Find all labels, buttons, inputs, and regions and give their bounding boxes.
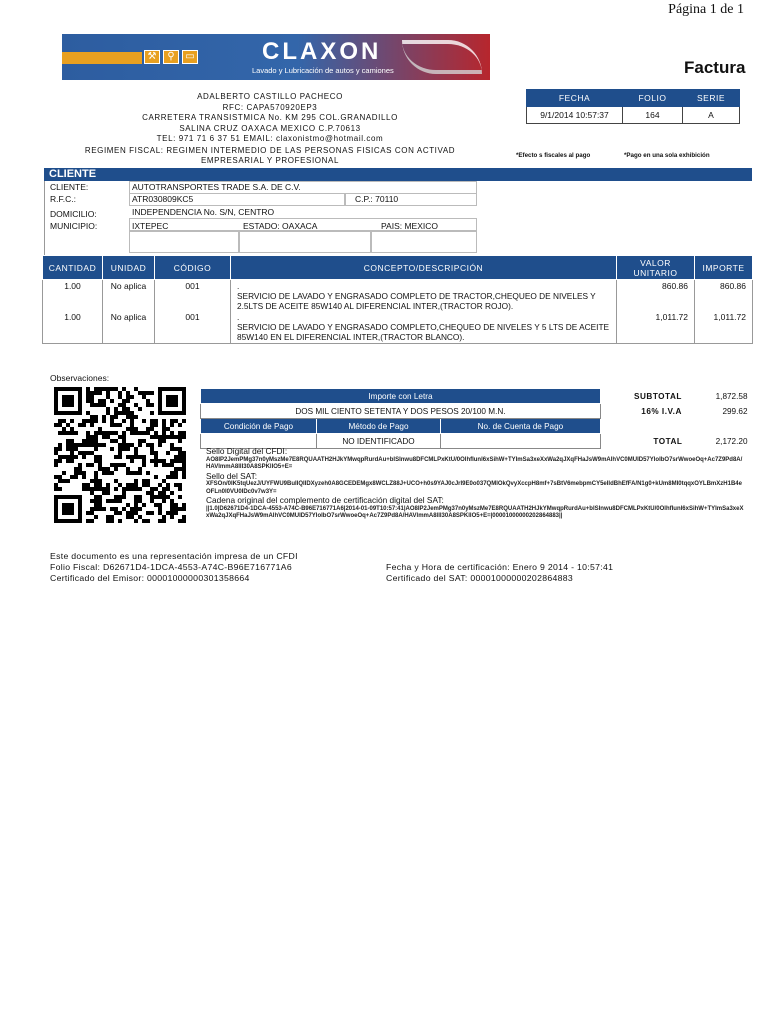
item-descripcion-text: SERVICIO DE LAVADO Y ENGRASADO COMPLETO DE TRACTOR,CHEQUEO DE NIVELES Y 2.5LTS DE ACEITE 85W140 AL DIFERENCIAL INTER,(TRACTOR ROJO). xyxy=(237,291,596,311)
municipio-label: MUNICIPIO: xyxy=(50,221,98,231)
item-descripcion xyxy=(231,280,617,312)
digital-seals xyxy=(206,447,746,521)
fecha-value: 9/1/2014 10:57:37 xyxy=(527,107,623,124)
serie-value: A xyxy=(683,107,740,124)
issuer-address-line1: CARRETERA TRANSISTMICA No. KM 295 COL.GRANADILLO xyxy=(142,113,398,122)
flame-swoosh-icon xyxy=(402,40,482,74)
folio-fiscal: Folio Fiscal: D62671D4-1DCA-4553-A74C-B96E716771A6 xyxy=(50,562,292,572)
note-pago-exhibicion: *Pago en una sola exhibición xyxy=(624,152,710,159)
observaciones-label: Observaciones: xyxy=(50,373,110,383)
issuer-address-line2: SALINA CRUZ OAXACA MEXICO C.P.70613 xyxy=(179,123,361,133)
banner-stripe xyxy=(62,52,142,64)
client-cp: C.P.: 70110 xyxy=(355,194,399,204)
client-section xyxy=(44,168,752,255)
item-dot: . xyxy=(237,312,240,322)
issuer-rfc: RFC: CAPA570920EP3 xyxy=(222,102,318,112)
sello-cfdi-label: Sello Digital del CFDI: xyxy=(206,446,288,456)
cuenta-pago-header: No. de Cuenta de Pago xyxy=(441,419,601,434)
qr-code xyxy=(54,387,186,523)
totals-table xyxy=(200,388,754,449)
th-importe: IMPORTE xyxy=(695,256,753,280)
client-domicilio: INDEPENDENCIA No. S/N, CENTRO xyxy=(132,207,275,217)
table-row xyxy=(43,311,753,343)
metodo-pago-header: Método de Pago xyxy=(317,419,441,434)
client-estado-box xyxy=(239,231,371,253)
oil-can-icon: ⚲ xyxy=(163,50,179,64)
item-dot: . xyxy=(237,281,240,291)
invoice-header-table xyxy=(526,89,740,124)
total-value: 2,172.20 xyxy=(715,436,748,446)
condicion-pago-header: Condición de Pago xyxy=(201,419,317,434)
th-codigo: CÓDIGO xyxy=(155,256,231,280)
brand-logo-text: CLAXON xyxy=(262,38,382,65)
footer-left xyxy=(50,551,298,584)
car-icon: ▭ xyxy=(182,50,198,64)
domicilio-label: DOMICILIO: xyxy=(50,209,97,219)
client-header: CLIENTE xyxy=(44,168,752,181)
total-label: TOTAL xyxy=(653,436,683,446)
sello-cfdi-value: AO8IP2JemPMg37n0yMszMe7E8RQUAATH2HJkYMwqpRurdAu+blSInwu8DFCMLPxKtU/0OlhfIunl6xSihW+TYImSa3xeXxWa2qJXqFHaJsW9mAlhVC0MUID57YIoIbO7srWwoeOq+Ac7Z9Pd8A/HAVlmmA8lII30A8SPKlIO5+E= xyxy=(206,456,743,471)
item-descripcion xyxy=(231,311,617,343)
item-unidad: No aplica xyxy=(103,280,155,312)
item-valor-unitario: 860.86 xyxy=(617,280,695,312)
issuer-regimen: REGIMEN FISCAL: REGIMEN INTERMEDIO DE LAS PERSONAS FISICAS CON ACTIVAD EMPRESARIAL Y PROFESIONAL xyxy=(84,145,456,165)
folio-header: FOLIO xyxy=(623,90,683,107)
item-cantidad: 1.00 xyxy=(43,280,103,312)
client-estado: ESTADO: OAXACA xyxy=(243,221,318,231)
item-valor-unitario: 1,011.72 xyxy=(617,311,695,343)
brand-tagline: Lavado y Lubricación de autos y camiones xyxy=(252,66,394,75)
th-valor-unitario: VALOR UNITARIO xyxy=(617,256,695,280)
fecha-certificacion: Fecha y Hora de certificación: Enero 9 2014 - 10:57:41 xyxy=(386,562,614,572)
client-pais-box xyxy=(371,231,477,253)
client-label: CLIENTE: xyxy=(50,182,89,192)
item-importe: 1,011.72 xyxy=(695,311,753,343)
table-row xyxy=(43,280,753,312)
cadena-original-value: ||1.0|D62671D4-1DCA-4553-A74C-B96E716771A6|2014-01-09T10:57:41|AO8IP2JemPMg37n0yMszMe7E8RQUAATH2HJkYMwqpRurdAu+blSInwu8DFCMLPxKtU/0OlhfIunl6xSihW+TYImSa3xeXxWa2qJXqFHaJsW9mAlhVC0MUID57YIoIbO7srWwoeOq+Ac7Z9Pd8A/HAVlmmA8lII30A8SPKlIO5+E=|00001000000202864883|| xyxy=(206,505,744,520)
th-concepto: CONCEPTO/DESCRIPCIÓN xyxy=(231,256,617,280)
client-rfc: ATR030809KC5 xyxy=(132,194,194,204)
issuer-info xyxy=(60,92,480,167)
document-title: Factura xyxy=(684,58,746,77)
item-descripcion-text: SERVICIO DE LAVADO Y ENGRASADO COMPLETO,CHEQUEO DE NIVELES Y 5 LTS DE ACEITE 85W140 EN EL DIFERENCIAL INTER,(TRACTOR BLANCO). xyxy=(237,322,610,342)
issuer-contact: TEL: 971 71 6 37 51 EMAIL: claxonistmo@hotmail.com xyxy=(156,134,384,143)
certificado-emisor: Certificado del Emisor: 00001000000301358664 xyxy=(50,573,250,583)
item-cantidad: 1.00 xyxy=(43,311,103,343)
iva-label: 16% I.V.A xyxy=(641,406,682,416)
th-unidad: UNIDAD xyxy=(103,256,155,280)
certificado-sat: Certificado del SAT: 00001000000202864883 xyxy=(386,573,573,583)
iva-value: 299.62 xyxy=(722,406,748,416)
sello-sat-value: XFSOn/0IK5tqUezJ/UYFWU9BuIIQIIDXyzeh0A8GCEDEMgx8WCLZ88J+UCO+h0s9YAJ0cJrI9E0o037QMlOkQvyXccpH8mf+7sBtV6mebpmCY5eIIdBhEfFA/N1g0+kUm8MI0tqqxOYLBmXzH1B4eOFLn0l0VU0IDc0v7w3Y= xyxy=(206,481,742,495)
items-header-row xyxy=(43,256,753,280)
item-codigo: 001 xyxy=(155,311,231,343)
issuer-name: ADALBERTO CASTILLO PACHECO xyxy=(197,92,343,101)
metodo-pago-value: NO IDENTIFICADO xyxy=(317,434,441,449)
client-municipio-box xyxy=(129,231,239,253)
client-body xyxy=(44,181,752,255)
importe-letra-value: DOS MIL CIENTO SETENTA Y DOS PESOS 20/100 M.N. xyxy=(201,404,601,419)
client-municipio: IXTEPEC xyxy=(132,221,169,231)
wrench-icon: ⚒ xyxy=(144,50,160,64)
service-icons xyxy=(144,50,198,64)
cadena-original-label: Cadena original del complemento de certificación digital del SAT: xyxy=(206,495,444,506)
subtotal-value: 1,872.58 xyxy=(715,391,748,401)
company-banner-logo xyxy=(62,34,490,80)
note-efectos-fiscales: *Efecto s fiscales al pago xyxy=(516,152,591,159)
item-unidad: No aplica xyxy=(103,311,155,343)
page-number: Página 1 de 1 xyxy=(668,2,744,17)
item-codigo: 001 xyxy=(155,280,231,312)
item-importe: 860.86 xyxy=(695,280,753,312)
sello-sat-label: Sello del SAT: xyxy=(206,470,258,481)
serie-header: SERIE xyxy=(683,90,740,107)
client-pais: PAIS: MEXICO xyxy=(381,221,438,231)
th-cantidad: CANTIDAD xyxy=(43,256,103,280)
items-table xyxy=(42,255,753,344)
subtotal-label: SUBTOTAL xyxy=(634,391,682,401)
folio-value: 164 xyxy=(623,107,683,124)
importe-letra-header: Importe con Letra xyxy=(201,389,601,404)
footer-right xyxy=(386,562,613,584)
qr-modules xyxy=(54,387,186,523)
fecha-header: FECHA xyxy=(527,90,623,107)
rfc-label: R.F.C.: xyxy=(50,194,76,204)
cfdi-representation-note: Este documento es una representación impresa de un CFDI xyxy=(50,551,298,561)
client-name: AUTOTRANSPORTES TRADE S.A. DE C.V. xyxy=(132,182,301,192)
